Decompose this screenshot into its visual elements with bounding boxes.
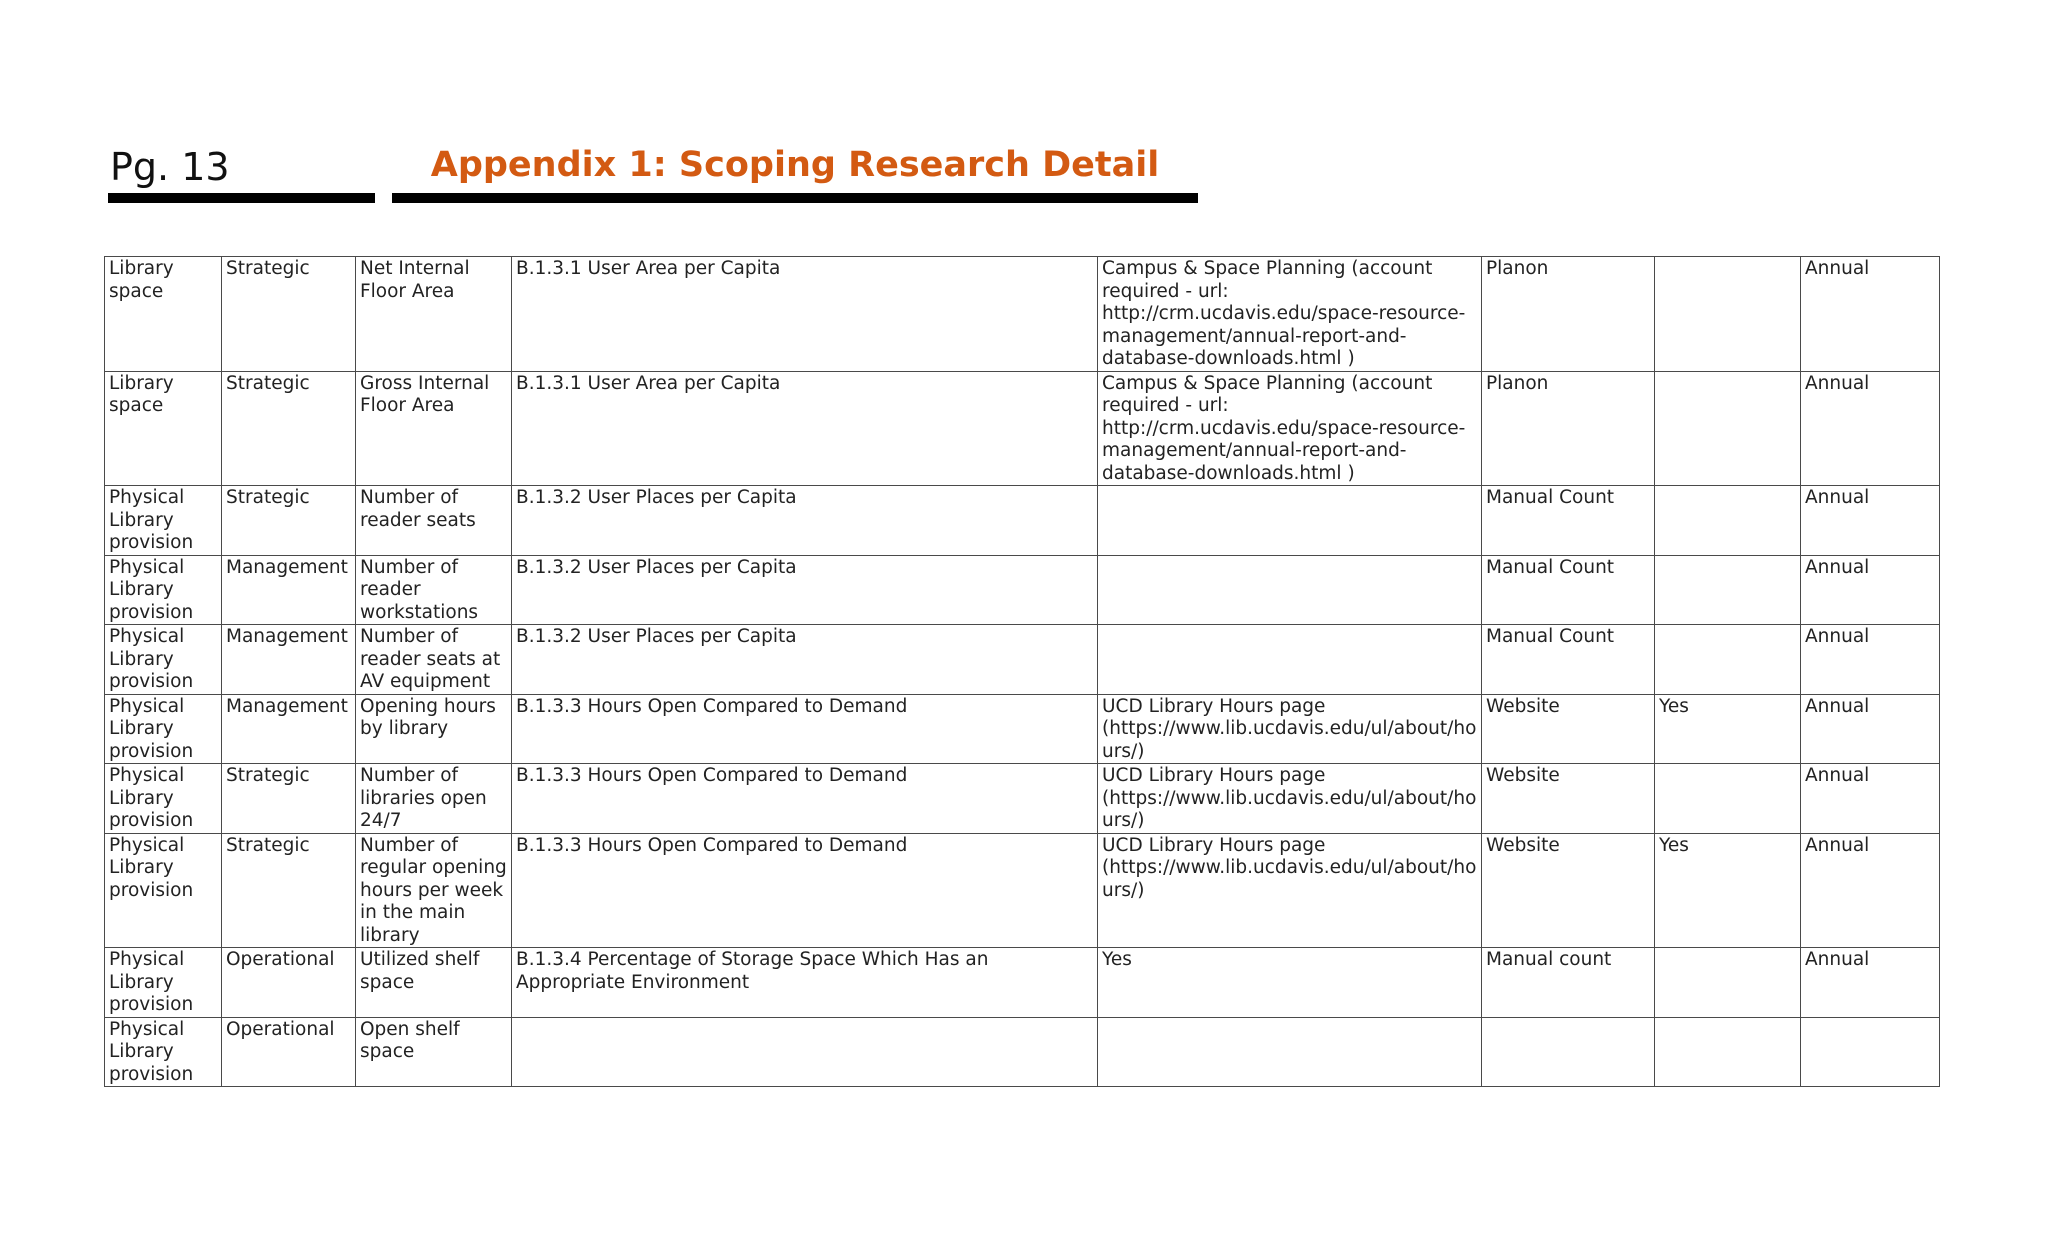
level-cell: Management xyxy=(222,555,356,625)
measure-cell: Net Internal Floor Area xyxy=(356,257,512,372)
header-rule-left xyxy=(108,193,375,203)
category-cell: Physical Library provision xyxy=(105,694,222,764)
category-cell: Physical Library provision xyxy=(105,555,222,625)
page-number: Pg. 13 xyxy=(110,145,230,189)
indicator-cell: B.1.3.3 Hours Open Compared to Demand xyxy=(512,764,1098,834)
indicator-cell: B.1.3.2 User Places per Capita xyxy=(512,555,1098,625)
available-cell xyxy=(1655,371,1801,486)
frequency-cell: Annual xyxy=(1801,948,1940,1018)
available-cell: Yes xyxy=(1655,694,1801,764)
indicator-cell: B.1.3.1 User Area per Capita xyxy=(512,257,1098,372)
category-cell: Physical Library provision xyxy=(105,1017,222,1087)
source-cell: Campus & Space Planning (account required - url: http://crm.ucdavis.edu/space-resource-management/annual-report-and-database-downloads.html ) xyxy=(1098,371,1482,486)
indicator-cell: B.1.3.3 Hours Open Compared to Demand xyxy=(512,833,1098,948)
indicator-cell: B.1.3.2 User Places per Capita xyxy=(512,486,1098,556)
available-cell xyxy=(1655,1017,1801,1087)
table-row xyxy=(105,257,1940,372)
method-cell: Website xyxy=(1482,833,1655,948)
page-title: Appendix 1: Scoping Research Detail xyxy=(430,145,1160,185)
frequency-cell: Annual xyxy=(1801,371,1940,486)
method-cell: Planon xyxy=(1482,371,1655,486)
method-cell: Website xyxy=(1482,694,1655,764)
table-row xyxy=(105,764,1940,834)
source-cell: UCD Library Hours page (https://www.lib.ucdavis.edu/ul/about/hours/) xyxy=(1098,764,1482,834)
frequency-cell xyxy=(1801,1017,1940,1087)
measure-cell: Open shelf space xyxy=(356,1017,512,1087)
table-row xyxy=(105,1017,1940,1087)
level-cell: Management xyxy=(222,625,356,695)
measure-cell: Number of reader workstations xyxy=(356,555,512,625)
indicator-cell: B.1.3.2 User Places per Capita xyxy=(512,625,1098,695)
category-cell: Physical Library provision xyxy=(105,625,222,695)
source-cell: Yes xyxy=(1098,948,1482,1018)
source-cell xyxy=(1098,486,1482,556)
source-cell xyxy=(1098,555,1482,625)
category-cell: Library space xyxy=(105,371,222,486)
table-row xyxy=(105,948,1940,1018)
table-row xyxy=(105,486,1940,556)
method-cell: Planon xyxy=(1482,257,1655,372)
method-cell: Manual Count xyxy=(1482,555,1655,625)
table-row xyxy=(105,371,1940,486)
available-cell xyxy=(1655,257,1801,372)
category-cell: Physical Library provision xyxy=(105,833,222,948)
level-cell: Strategic xyxy=(222,764,356,834)
method-cell xyxy=(1482,1017,1655,1087)
category-cell: Physical Library provision xyxy=(105,764,222,834)
category-cell: Physical Library provision xyxy=(105,948,222,1018)
frequency-cell: Annual xyxy=(1801,486,1940,556)
level-cell: Strategic xyxy=(222,371,356,486)
measure-cell: Number of reader seats xyxy=(356,486,512,556)
measure-cell: Utilized shelf space xyxy=(356,948,512,1018)
method-cell: Manual count xyxy=(1482,948,1655,1018)
level-cell: Management xyxy=(222,694,356,764)
method-cell: Website xyxy=(1482,764,1655,834)
frequency-cell: Annual xyxy=(1801,257,1940,372)
frequency-cell: Annual xyxy=(1801,764,1940,834)
measure-cell: Gross Internal Floor Area xyxy=(356,371,512,486)
available-cell xyxy=(1655,625,1801,695)
available-cell xyxy=(1655,555,1801,625)
table-row xyxy=(105,555,1940,625)
measure-cell: Number of reader seats at AV equipment xyxy=(356,625,512,695)
indicator-cell: B.1.3.1 User Area per Capita xyxy=(512,371,1098,486)
level-cell: Strategic xyxy=(222,833,356,948)
available-cell xyxy=(1655,486,1801,556)
category-cell: Physical Library provision xyxy=(105,486,222,556)
source-cell xyxy=(1098,625,1482,695)
indicator-cell: B.1.3.4 Percentage of Storage Space Which Has an Appropriate Environment xyxy=(512,948,1098,1018)
frequency-cell: Annual xyxy=(1801,555,1940,625)
method-cell: Manual Count xyxy=(1482,625,1655,695)
available-cell: Yes xyxy=(1655,833,1801,948)
measure-cell: Number of libraries open 24/7 xyxy=(356,764,512,834)
available-cell xyxy=(1655,764,1801,834)
source-cell: UCD Library Hours page (https://www.lib.ucdavis.edu/ul/about/hours/) xyxy=(1098,833,1482,948)
measure-cell: Number of regular opening hours per week in the main library xyxy=(356,833,512,948)
category-cell: Library space xyxy=(105,257,222,372)
available-cell xyxy=(1655,948,1801,1018)
level-cell: Strategic xyxy=(222,257,356,372)
indicator-cell: B.1.3.3 Hours Open Compared to Demand xyxy=(512,694,1098,764)
method-cell: Manual Count xyxy=(1482,486,1655,556)
level-cell: Operational xyxy=(222,1017,356,1087)
indicator-cell xyxy=(512,1017,1098,1087)
source-cell xyxy=(1098,1017,1482,1087)
frequency-cell: Annual xyxy=(1801,833,1940,948)
table-row xyxy=(105,694,1940,764)
source-cell: Campus & Space Planning (account required - url: http://crm.ucdavis.edu/space-resource-management/annual-report-and-database-downloads.html ) xyxy=(1098,257,1482,372)
frequency-cell: Annual xyxy=(1801,694,1940,764)
level-cell: Operational xyxy=(222,948,356,1018)
header-rule-right xyxy=(392,193,1198,203)
frequency-cell: Annual xyxy=(1801,625,1940,695)
table-row xyxy=(105,833,1940,948)
measure-cell: Opening hours by library xyxy=(356,694,512,764)
source-cell: UCD Library Hours page (https://www.lib.ucdavis.edu/ul/about/hours/) xyxy=(1098,694,1482,764)
level-cell: Strategic xyxy=(222,486,356,556)
scoping-research-table xyxy=(104,256,1940,1087)
table-row xyxy=(105,625,1940,695)
